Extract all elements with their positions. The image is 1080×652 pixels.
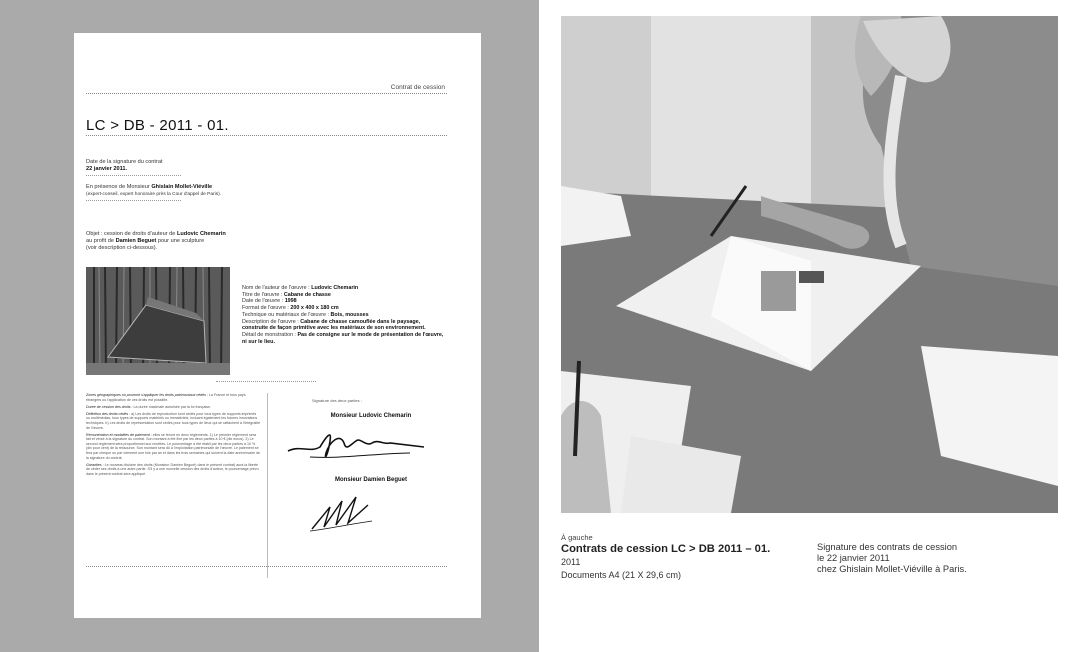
presence-role: (expert-conseil, expert honoraire près la Cour d'appel de Paris). <box>86 192 222 197</box>
spec-value: Cabane de chasse <box>283 291 331 298</box>
spec-value: 1998 <box>284 298 297 305</box>
term-body: La durée maximale autorisée par la loi française. <box>133 404 212 409</box>
spec-value: Cabane de chasse camouflée dans le paysage, construite de façon primitive avec les matériaux de son environnement. <box>242 318 426 332</box>
caption-format: Documents A4 (21 X 29,6 cm) <box>561 570 682 580</box>
term-body: elles se feront en deux règlements. 1) Le premier règlement sera fait et versé à la signature du contrat. Son montant a été fixé par les deux parties à 10 € (dix euros). 2) Le second règlement sera proportionnel aux recettes. Le pourcentage a été établi par les deux parties à 10 % (dix pour cent) de la ressource. Son montant sera dû à l'exploitation patrimoniale de l'œuvre. Le paiement se fera par chèque ou par virement une fois par an et dans les trois semaines qui suivent la date anniversaire de la signature du contrat. <box>86 432 260 460</box>
spec-line <box>242 332 447 345</box>
contract-title: LC > DB - 2011 - 01. <box>86 117 229 134</box>
term-paragraph <box>86 412 261 430</box>
caption-desc-line: chez Ghislain Mollet-Viéville à Paris. <box>817 564 967 574</box>
object-prefix: Objet : cession de droits d'auteur de <box>86 231 176 237</box>
term-heading: Zones géographiques où pourront s'appliquer les droits patrimoniaux cédés : <box>86 393 208 397</box>
term-heading: Définition des droits cédés : <box>86 411 131 416</box>
spec-line <box>242 319 447 332</box>
presence-rule <box>86 200 181 201</box>
caption-title: Contrats de cession LC > DB 2011 – 01. <box>561 543 771 555</box>
spec-line <box>242 285 447 292</box>
signer-1-name: Monsieur Ludovic Chemarin <box>330 413 412 419</box>
signature-heading: Signature des deux parties : <box>312 398 362 403</box>
term-body: La France et tous pays étrangers où l'application de ces droits est possible. <box>86 393 246 402</box>
spec-line <box>242 292 447 299</box>
object-line2-prefix: au profit de <box>86 238 114 244</box>
object-line2-suffix: pour une sculpture <box>157 238 205 244</box>
spec-value: Bois, mousses <box>330 311 369 318</box>
signature-date-block <box>86 159 181 176</box>
term-body: a) Les droits de reproduction sont cédés pour tous types de supports imprimés ou multimédias, tous types de supports matériels ou immatériels, incluant également les futures innovations techniques. b) Les droits de représentation sont cédés pour tous types de lieux qui se rattachent à l'intégralité de l'œuvre. <box>86 411 261 430</box>
signature-divider <box>267 393 268 578</box>
term-paragraph <box>86 405 261 410</box>
presence-name: Ghislain Mollet-Viéville <box>151 184 213 190</box>
object-block <box>86 231 226 252</box>
term-paragraph <box>86 463 261 477</box>
spec-label: Description de l'œuvre : <box>242 318 299 325</box>
presence-block <box>86 184 221 201</box>
spec-line <box>242 305 447 312</box>
spec-label: Titre de l'œuvre : <box>242 291 283 298</box>
spec-label: Nom de l'auteur de l'œuvre : <box>242 285 310 291</box>
term-paragraph <box>86 433 261 461</box>
artwork-specs <box>242 285 447 345</box>
contract-terms <box>86 393 261 479</box>
middle-rule <box>216 381 316 382</box>
object-line3: (voir description ci-dessous). <box>86 245 158 251</box>
spec-line <box>242 312 447 319</box>
signer-2-name: Monsieur Damien Beguet <box>334 477 407 483</box>
signature-date-label: Date de la signature du contrat <box>86 159 163 165</box>
left-panel <box>0 0 539 652</box>
signature-date-value: 22 janvier 2011. <box>86 166 128 172</box>
bottom-rule <box>86 566 447 567</box>
spec-value: Ludovic Chemarin <box>311 285 359 291</box>
author-name: Ludovic Chemarin <box>176 231 226 237</box>
header-rule <box>86 93 447 94</box>
caption-kicker: À gauche <box>561 533 593 542</box>
signing-photo <box>561 16 1058 513</box>
term-heading: Durée de cession des droits : <box>86 404 133 409</box>
presence-prefix: En présence de Monsieur <box>86 184 150 190</box>
term-heading: Garanties : <box>86 462 104 467</box>
caption-description <box>817 542 967 575</box>
spec-value: 200 x 400 x 180 cm <box>290 305 339 312</box>
date-rule <box>86 175 181 176</box>
term-heading: Rémunération et modalités de paiement : <box>86 432 152 437</box>
spec-value: Pas de consigne sur le mode de présentation de l'œuvre, ni sur le lieu. <box>242 331 444 345</box>
beneficiary-name: Damien Beguet <box>115 238 157 244</box>
spec-label: Détail de monstration : <box>242 331 296 338</box>
caption-desc-line: le 22 janvier 2011 <box>817 553 890 563</box>
term-body: Le nouveau titulaire des droits (Monsieur Damien Beguet) dans le présent contrat) aura la liberté de céder ses droits à une autre partie. S'il y a une nouvelle cession des droits d'auteur, le pourcentage prévu dans le présent contrat sera appliqué. <box>86 462 259 476</box>
spec-line <box>242 298 447 305</box>
artwork-photo <box>86 267 230 375</box>
spec-label: Format de l'œuvre : <box>242 305 289 312</box>
spec-label: Date de l'œuvre : <box>242 298 284 305</box>
caption-desc-line: Signature des contrats de cession <box>817 542 958 552</box>
term-paragraph <box>86 393 261 402</box>
spec-label: Technique ou matériaux de l'œuvre : <box>242 311 330 318</box>
signer-1-signature <box>280 423 430 465</box>
caption-year: 2011 <box>561 557 581 567</box>
title-rule <box>86 135 447 136</box>
contract-header-label: Contrat de cession <box>390 84 445 91</box>
contract-page <box>74 33 481 618</box>
signer-2-signature <box>306 491 376 535</box>
